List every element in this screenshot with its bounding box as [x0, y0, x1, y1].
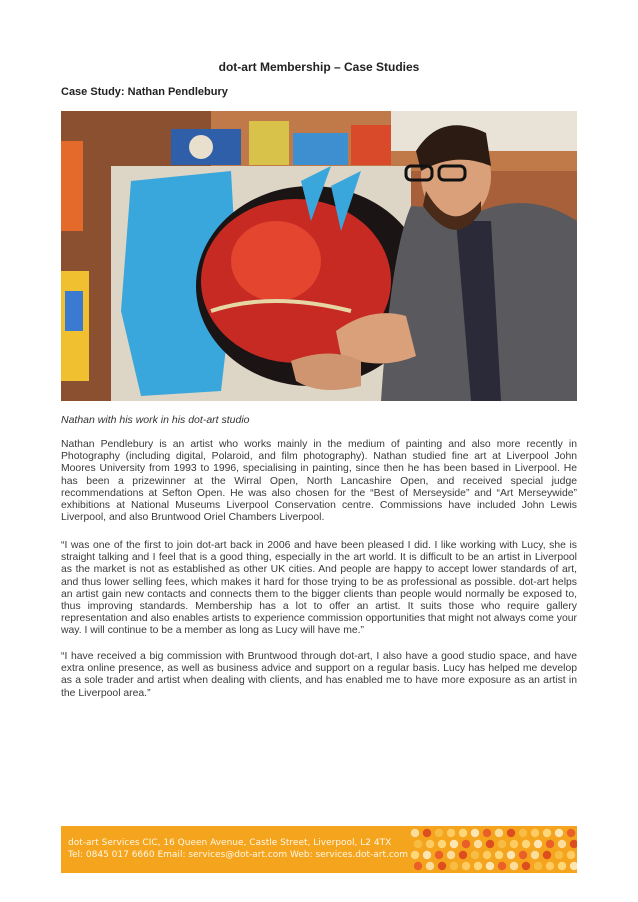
testimonial-paragraph: “I was one of the first to join dot-art back in 2006 and have been pleased I did. I like working with Lucy, she is straight talking and I feel that is a good thing, especially in the art world. It is difficult to be an artist in Liverpool as the market is not as established as other UK cities. And people are happy to accept lower standards of art, and thus lower selling fees, which makes it hard for those trying to be as professional as possible. dot-art helps an artist gain new contacts and connects them to the bigger clients than people would normally be exposed to, thus improving standards. Membership has a lot to offer an artist. It suits those who require gallery representation and also enables artists to experience commission opportunities that might not always come your way. I will continue to be a member as long as Lucy will have me.”: [61, 540, 577, 637]
case-study-heading: Case Study: Nathan Pendlebury: [61, 86, 228, 98]
document-title: dot-art Membership – Case Studies: [218, 60, 420, 74]
footer-address: dot-art Services CIC, 16 Queen Avenue, Castle Street, Liverpool, L2 4TX: [68, 838, 392, 848]
footer-bar: [61, 826, 577, 873]
dot-pattern-decoration: [407, 826, 577, 873]
artist-studio-photo: [61, 111, 577, 401]
bio-paragraph: Nathan Pendlebury is an artist who works mainly in the medium of painting and also more recently in Photography (including digital, Polaroid, and film photography). Nathan studied fine art at Liverpool John Moores University from 1993 to 1996, specialising in painting, since then he has been based in Liverpool. He has been a prizewinner at the Wirral Open, North Lancashire Open, and received special judge recommendations at Sefton Open. He was also chosen for the “Best of Merseyside” and “Art Merseywide” exhibitions at National Museums Liverpool Conservation centre. Commissions have included John Lewis Liverpool, and also Bruntwood Oriel Chambers Liverpool.: [61, 439, 577, 524]
photo-caption: Nathan with his work in his dot-art studio: [61, 414, 250, 426]
testimonial-paragraph: “I have received a big commission with Bruntwood through dot-art, I also have a good studio space, and have extra online presence, as well as business advice and support on a regular basis. Lucy has helped me develop as a sole trader and artist when dealing with clients, and has enabled me to have more exposure as an artist in the Liverpool area.”: [61, 651, 577, 699]
footer-contact-line: Tel: 0845 017 6660 Email: services@dot-art.com Web: services.dot-art.com: [68, 849, 409, 860]
footer-contact: [68, 838, 408, 861]
